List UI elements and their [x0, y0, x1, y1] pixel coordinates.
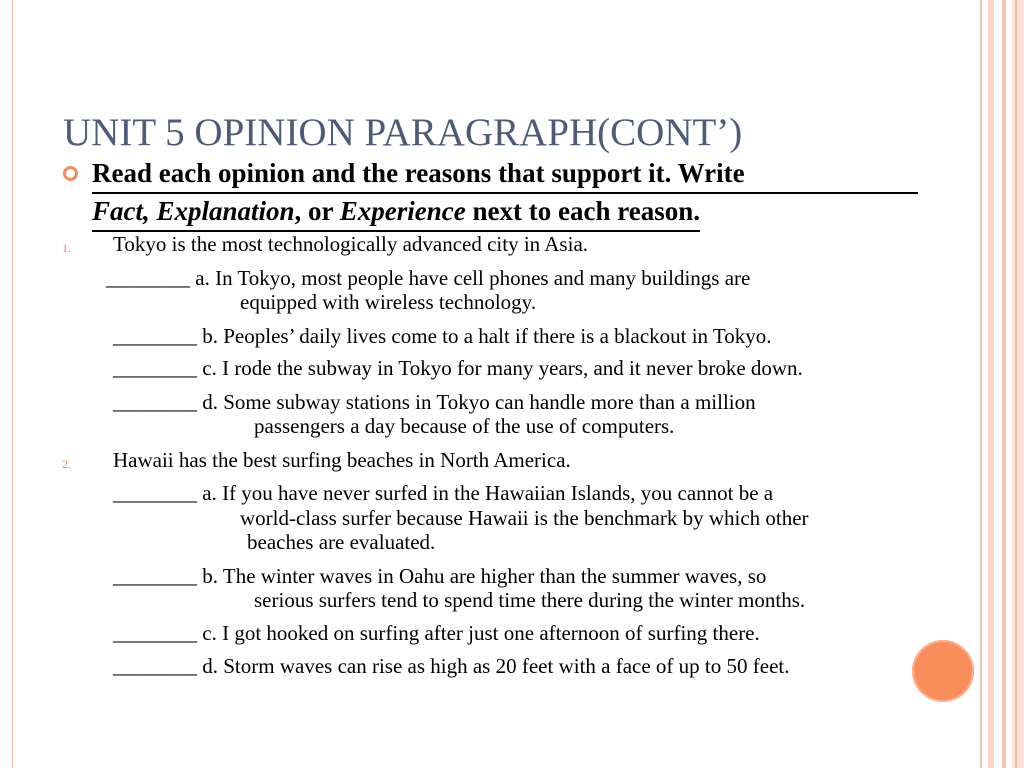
reason-2b-line-2: serious surfers tend to spend time there during the winter months. [254, 588, 806, 612]
reason-1d-line-1: ________ d. Some subway stations in Tokyo can handle more than a million [113, 390, 756, 414]
decorative-stripes [976, 0, 1024, 768]
instruction-heading [92, 156, 932, 232]
reason-2d: ________ d. Storm waves can rise as high as 20 feet with a face of up to 50 feet. [113, 654, 790, 678]
slide-title: UNIT 5 OPINION PARAGRAPH(CONT’) [63, 111, 743, 154]
left-border-line [12, 0, 13, 768]
decorative-circle [912, 640, 974, 702]
instruction-end-text: next to each reason. [465, 196, 701, 226]
reason-1b: ________ b. Peoples’ daily lives come to a halt if there is a blackout in Tokyo. [113, 324, 772, 348]
reason-2c: ________ c. I got hooked on surfing after just one afternoon of surfing there. [113, 621, 760, 645]
reason-1a-line-2: equipped with wireless technology. [240, 290, 537, 314]
opinion-1: Tokyo is the most technologically advanced city in Asia. [113, 232, 589, 256]
reason-1c: ________ c. I rode the subway in Tokyo for many years, and it never broke down. [113, 356, 803, 380]
reason-1d-line-2: passengers a day because of the use of computers. [254, 414, 675, 438]
item-number-1: 1. [62, 241, 71, 255]
fact-explanation-label: Fact, Explanation [92, 196, 295, 226]
reason-1a-line-1: ________ a. In Tokyo, most people have cell phones and many buildings are [106, 266, 751, 290]
instruction-line-2 [92, 194, 700, 232]
reason-2a-line-1: ________ a. If you have never surfed in the Hawaiian Islands, you cannot be a [113, 481, 774, 505]
item-number-2: 2. [62, 457, 71, 471]
ring-bullet-icon [63, 166, 78, 181]
opinion-2: Hawaii has the best surfing beaches in North America. [113, 448, 571, 472]
stripe [980, 0, 982, 768]
comma-or-text: , or [294, 196, 340, 226]
stripe [1002, 0, 1006, 768]
stripe [1015, 0, 1017, 768]
instruction-line-1: Read each opinion and the reasons that support it. Write [92, 156, 918, 194]
stripe [1012, 0, 1024, 768]
reason-2a-line-3: beaches are evaluated. [247, 530, 436, 554]
experience-label: Experience [339, 196, 466, 226]
reason-2b-line-1: ________ b. The winter waves in Oahu are higher than the summer waves, so [113, 564, 767, 588]
stripe [988, 0, 994, 768]
reason-2a-line-2: world-class surfer because Hawaii is the benchmark by which other [240, 506, 809, 530]
